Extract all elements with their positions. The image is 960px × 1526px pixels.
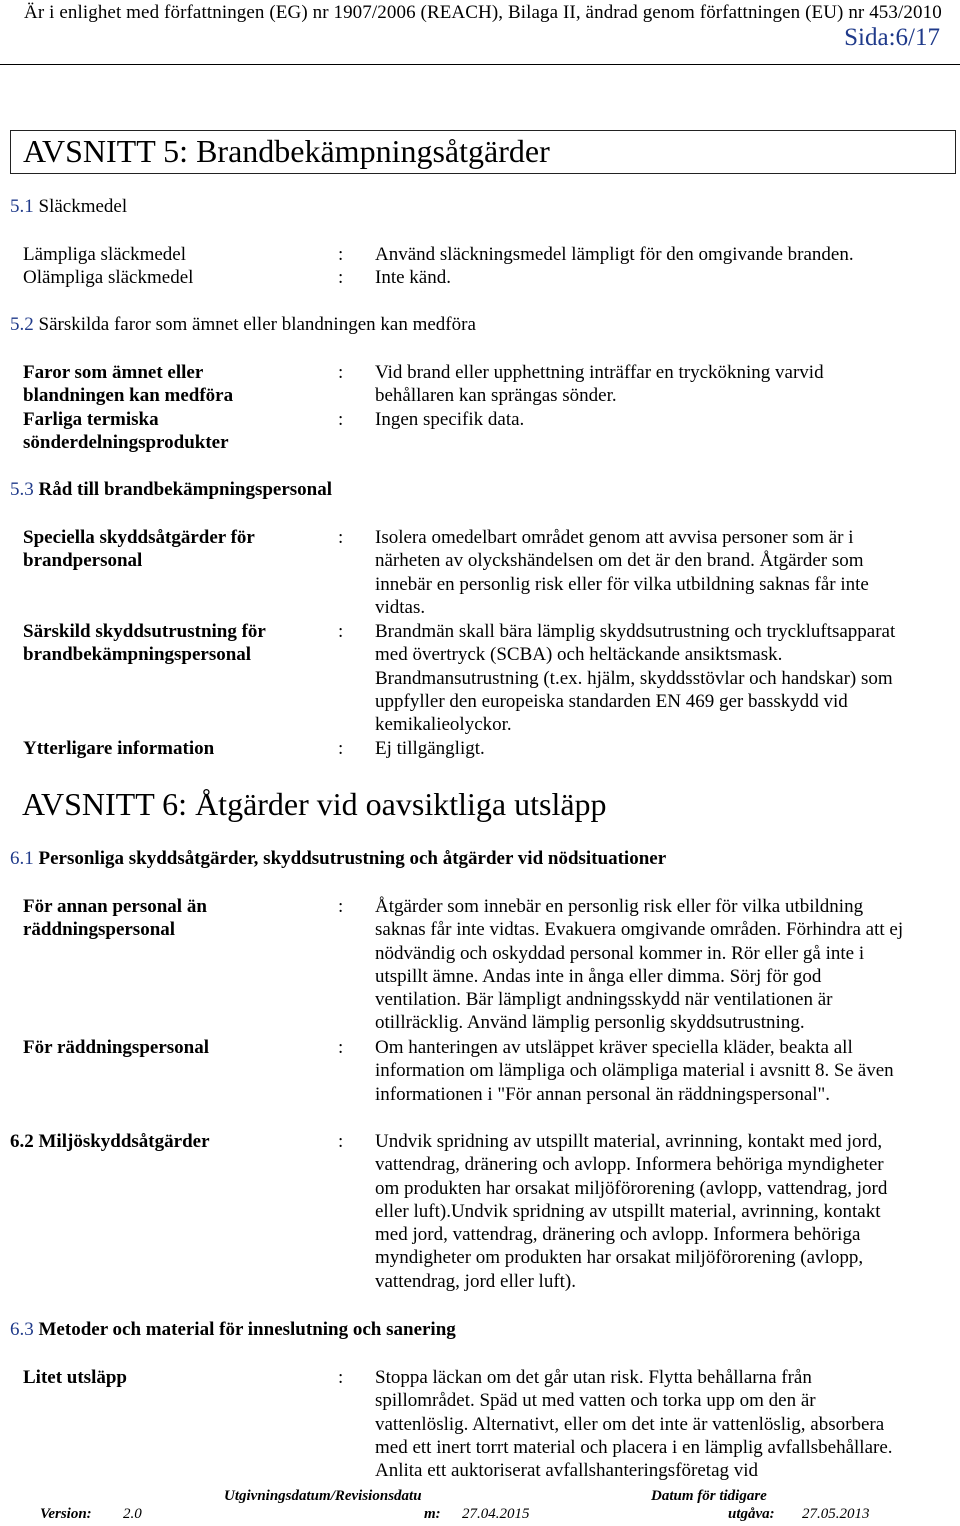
footer-prev-date: 27.05.2013 <box>802 1506 870 1522</box>
value-miljoskyddsatgarder: Undvik spridning av utspillt material, avrinning, kontakt med jord, vattendrag, dränering och avlopp. Informera behöriga myndigheter om produkten har orsakat miljöförorening (avlopp, vattendrag, jord eller luft).Undvik spridning av utspillt material, avrinning, kontakt med jord, vattendrag, dränering och avlopp. Informera behöriga myndigheter om produkten har orsakat miljöförorening (avlopp, vattendrag, jord eller luft). <box>375 1131 888 1292</box>
label-sarskild-skyddsutrustning: Särskild skyddsutrustning för brandbekämpningspersonal <box>23 621 266 666</box>
section-6-title: AVSNITT 6: Åtgärder vid oavsiktliga utsläpp <box>22 786 607 822</box>
subsection-5-1: 5.1 Släckmedel <box>10 196 128 217</box>
colon: : <box>338 244 344 265</box>
value-olampliga-slackmedel: Inte känd. <box>375 267 451 288</box>
label-raddningspersonal: För räddningspersonal <box>23 1037 209 1058</box>
label-litet-utslapp: Litet utsläpp <box>23 1367 127 1388</box>
colon: : <box>338 409 344 430</box>
label-farliga-termiska: Farliga termiska sönderdelningsprodukter <box>23 409 229 454</box>
subsection-5-3: 5.3 Råd till brandbekämpningspersonal <box>10 479 333 500</box>
footer-version-value: 2.0 <box>123 1506 142 1522</box>
value-raddningspersonal: Om hanteringen av utsläppet kräver speciella kläder, beakta all information om lämpliga och olämpliga material i avsnitt 8. Se även informationen i "För annan personal än räddningspersonal". <box>375 1037 894 1105</box>
label-lampliga-slackmedel: Lämpliga släckmedel <box>23 244 187 265</box>
header-rule <box>0 64 960 65</box>
colon: : <box>338 1037 344 1058</box>
label-annan-personal: För annan personal än räddningspersonal <box>23 896 207 941</box>
value-faror: Vid brand eller upphettning inträffar en tryckökning varvid behållaren kan sprängas sönder. <box>375 362 824 407</box>
value-lampliga-slackmedel: Använd släckningsmedel lämpligt för den omgivande branden. <box>375 244 854 265</box>
colon: : <box>338 621 344 642</box>
colon: : <box>338 527 344 548</box>
colon: : <box>338 267 344 288</box>
colon: : <box>338 1131 344 1152</box>
colon: : <box>338 362 344 383</box>
footer-prev-label-cont: utgåva: <box>728 1506 775 1522</box>
footer-issue-label-cont: m: <box>424 1506 441 1522</box>
footer-version-label: Version: <box>40 1506 92 1522</box>
footer-prev-label: Datum för tidigare <box>651 1488 767 1504</box>
value-speciella-skyddsatgarder: Isolera omedelbart området genom att avvisa personer som är i närheten av olyckshändelsen om det är den brand. Åtgärder som innebär en personlig risk eller för vilka utbildning saknas får inte vidtas. <box>375 527 869 618</box>
value-annan-personal: Åtgärder som innebär en personlig risk eller för vilka utbildning saknas får inte vidtas. Evakuera omgivande områden. Förhindra att ej nödvändig och oskyddad personal kommer in. Rör eller gå inte i utspillt ämne. Andas inte in ånga eller dimma. Sörj för god ventilation. Bär lämpligt andningsskydd när ventilationen är otillräcklig. Använd lämplig personlig skyddsutrustning. <box>375 896 904 1034</box>
label-speciella-skyddsatgarder: Speciella skyddsåtgärder för brandpersonal <box>23 527 255 572</box>
colon: : <box>338 1367 344 1388</box>
label-olampliga-slackmedel: Olämpliga släckmedel <box>23 267 194 288</box>
colon: : <box>338 896 344 917</box>
subsection-6-3: 6.3 Metoder och material för inneslutning och sanering <box>10 1319 456 1340</box>
subsection-5-2: 5.2 Särskilda faror som ämnet eller blandningen kan medföra <box>10 314 476 335</box>
footer-issue-label: Utgivningsdatum/Revisionsdatu <box>224 1488 422 1504</box>
value-litet-utslapp: Stoppa läckan om det går utan risk. Flytta behållarna från spillområdet. Späd ut med vatten och torka upp om den är vattenlöslig. Alternativt, eller om det inte är vattenlöslig, absorbera med ett inert torrt material och placera i en lämplig avfallsbehållare. Anlita ett auktoriserat avfallshanteringsföretag vid <box>375 1367 893 1482</box>
section-5-title: AVSNITT 5: Brandbekämpningsåtgärder <box>23 133 550 169</box>
subsection-6-1: 6.1 Personliga skyddsåtgärder, skyddsutrustning och åtgärder vid nödsituationer <box>10 848 667 869</box>
section-5-heading-box <box>10 130 956 174</box>
value-sarskild-skyddsutrustning: Brandmän skall bära lämplig skyddsutrustning och tryckluftsapparat med övertryck (SCBA) och heltäckande ansiktsmask. Brandmansutrustning (t.ex. hjälm, skyddsstövlar och handskar) som uppfyller den europeiska standarden EN 469 ger basskydd vid kemikalieolyckor. <box>375 621 896 736</box>
value-ytterligare-information: Ej tillgängligt. <box>375 738 485 759</box>
page-number: Sida:6/17 <box>844 24 940 51</box>
footer-issue-date: 27.04.2015 <box>462 1506 530 1522</box>
subsection-6-2: 6.2 Miljöskyddsåtgärder <box>10 1131 210 1152</box>
label-faror: Faror som ämnet eller blandningen kan medföra <box>23 362 234 407</box>
regulation-header: Är i enlighet med författningen (EG) nr 1907/2006 (REACH), Bilaga II, ändrad genom författningen (EU) nr 453/2010 <box>24 2 942 23</box>
label-ytterligare-information: Ytterligare information <box>23 738 215 759</box>
value-farliga-termiska: Ingen specifik data. <box>375 409 525 430</box>
colon: : <box>338 738 344 759</box>
